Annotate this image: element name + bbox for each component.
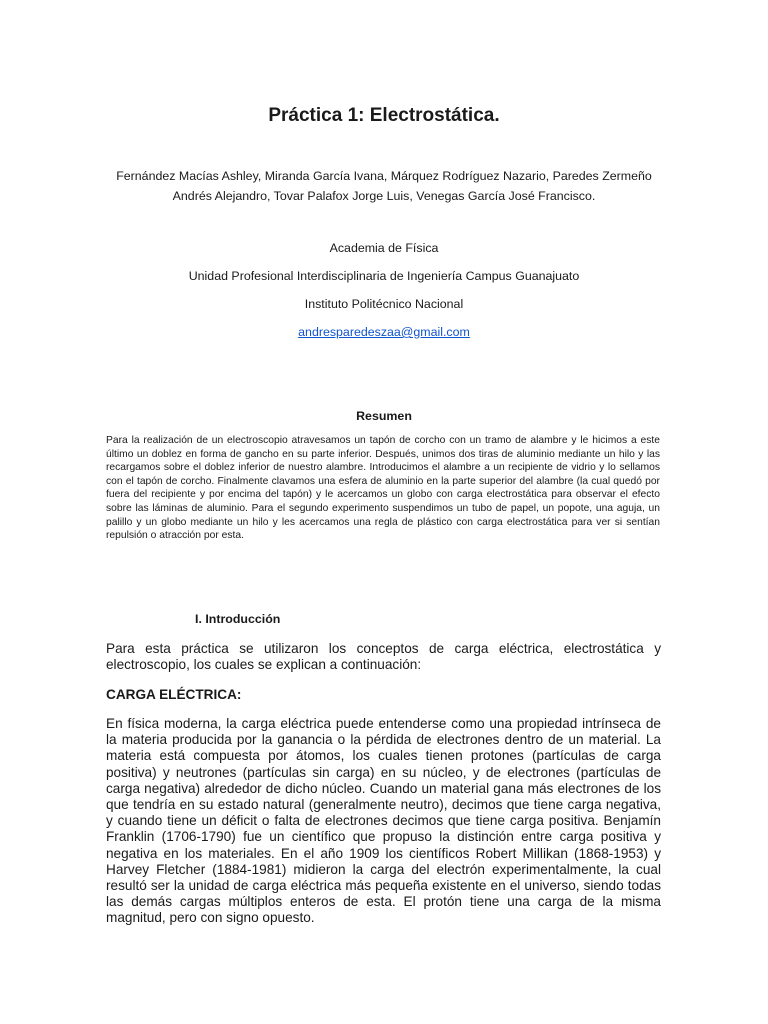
abstract-heading: Resumen (356, 409, 412, 423)
affiliation-academy: Academia de Física (329, 241, 439, 255)
affiliation-institute: Instituto Politécnico Nacional (304, 297, 464, 311)
contact-email-link[interactable]: andresparedeszaa@gmail.com (298, 325, 470, 339)
abstract-text: Para la realización de un electroscopio atravesamos un tapón de corcho con un tramo de alambre y le hicimos a este último un doblez en forma de gancho en su parte inferior. Después, unimos dos tiras de aluminio mediante un hilo y las recargamos sobre el doblez inferior de nuestro alambre. Introducimos el alambre a un recipiente de vidrio y lo sellamos con el tapón de corcho. Finalmente clavamos una esfera de aluminio en la parte superior del alambre (la cual quedó por fuera del recipiente y por encima del tapón) y le acercamos un globo con carga electrostática para observar el efecto sobre las láminas de aluminio. Para el segundo experimento suspendimos un tubo de papel, un popote, una aguja, un palillo y un globo mediante un hilo y les acercamos una regla de plástico con carga electrostática para ver si sentían repulsión o atracción por esta. (106, 435, 660, 542)
electric-charge-heading: CARGA ELÉCTRICA: (106, 687, 242, 702)
author-list: Fernández Macías Ashley, Miranda García Ivana, Márquez Rodríguez Nazario, Paredes Zermeño Andrés Alejandro, Tovar Palafox Jorge Luis, Venegas García José Francisco. (116, 169, 652, 203)
document-title: Práctica 1: Electrostática. (268, 105, 500, 126)
email-line (0, 323, 768, 341)
introduction-paragraph: Para esta práctica se utilizaron los conceptos de carga eléctrica, electrostática y electroscopio, los cuales se explican a continuación: (106, 641, 661, 673)
electric-charge-paragraph: En física moderna, la carga eléctrica puede entenderse como una propiedad intrínseca de la materia producida por la ganancia o la pérdida de electrones dentro de un material. La materia está compuesta por átomos, los cuales tienen protones (partículas de carga positiva) y neutrones (partículas sin carga) en su núcleo, y de electrones (partículas de carga negativa) alrededor de dicho núcleo. Cuando un material gana más electrones de los que tendría en su estado natural (generalmente neutro), decimos que tiene carga negativa, y cuando tiene un déficit o falta de electrones decimos que tiene carga positiva. Benjamín Franklin (1706-1790) fue un científico que propuso la distinción entre carga positiva y negativa en los materiales. En el año 1909 los científicos Robert Millikan (1868-1953) y Harvey Fletcher (1884-1981) midieron la carga del electrón experimentalmente, la cual resultó ser la unidad de carga eléctrica más pequeña existente en el universo, siendo todas las demás cargas múltiplos enteros de esta. El protón tiene una carga de la misma magnitud, pero con signo opuesto. (106, 716, 661, 926)
introduction-heading: I. Introducción (195, 612, 281, 626)
affiliation-unit: Unidad Profesional Interdisciplinaria de Ingeniería Campus Guanajuato (188, 269, 580, 283)
